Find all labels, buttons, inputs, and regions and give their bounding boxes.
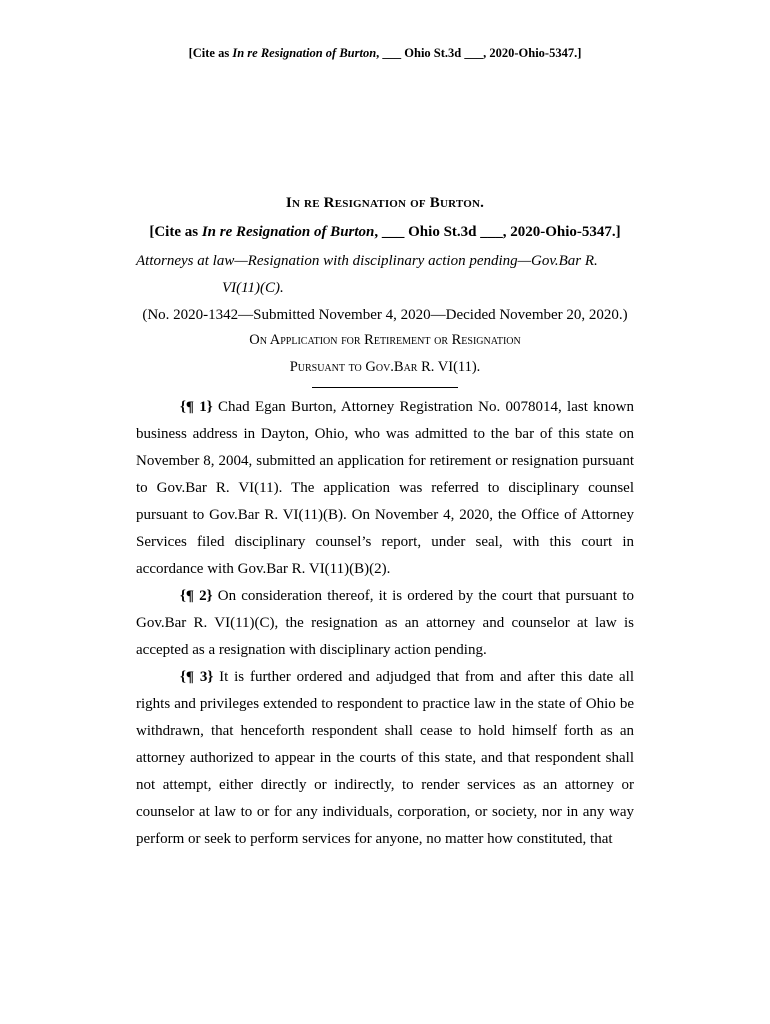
paragraph-3-text: It is further ordered and adjudged that from and after this date all rights and privileges extended to respondent to practice law in the state of Ohio be withdrawn, that henceforth respondent shall cease to hold himself forth as an attorney authorized to appear in the courts of this state, and that respondent shall not attempt, either directly or indirectly, to render services as an attorney or counselor at law to or for any individuals, corporation, or society, nor in any way perform or seek to perform services for anyone, no matter how constituted, that	[136, 669, 635, 847]
paragraph-3-marker: {¶ 3}	[180, 669, 214, 685]
paragraph-1-text: Chad Egan Burton, Attorney Registration No. 0078014, last known business address in Dayton, Ohio, who was admitted to the bar of this state on November 8, 2004, submitted an application for retirement or resignation pursuant to Gov.Bar R. VI(11). The application was referred to disciplinary counsel pursuant to Gov.Bar R. VI(11)(B). On November 4, 2020, the Office of Attorney Services filed disciplinary counsel’s report, under seal, with this court in accordance with Gov.Bar R. VI(11)(B)(2).	[136, 399, 635, 577]
syllabus-line-2: VI(11)(C).	[222, 280, 284, 296]
section-divider	[312, 387, 458, 388]
running-header-citation	[0, 46, 770, 61]
syllabus-line-1: Attorneys at law—Resignation with disciplinary action pending—Gov.Bar R.	[136, 253, 598, 269]
application-heading	[136, 327, 634, 381]
paragraph-2	[136, 583, 634, 664]
application-heading-line-1: On Application for Retirement or Resignation	[249, 332, 521, 348]
case-caption: In re Resignation of Burton.	[285, 195, 485, 211]
opinion-body	[136, 194, 634, 853]
citation-case-name: In re Resignation of Burton	[201, 224, 375, 240]
paragraph-1	[136, 394, 634, 583]
running-header-suffix: , ___ Ohio St.3d ___, 2020-Ohio-5347.]	[376, 46, 582, 60]
citation-suffix: , ___ Ohio St.3d ___, 2020-Ohio-5347.]	[374, 224, 621, 240]
citation-line	[136, 222, 634, 242]
citation-prefix: [Cite as	[149, 224, 202, 240]
paragraph-2-text: On consideration thereof, it is ordered by the court that pursuant to Gov.Bar R. VI(11)(C), the resignation as an attorney and counselor at law is accepted as a resignation with disciplinary action pending.	[136, 588, 634, 658]
paragraph-1-marker: {¶ 1}	[180, 399, 213, 415]
paragraph-2-marker: {¶ 2}	[180, 588, 213, 604]
application-heading-line-2: Pursuant to Gov.Bar R. VI(11).	[289, 359, 481, 375]
running-header-prefix: [Cite as	[188, 46, 233, 60]
running-header-case-name: In re Resignation of Burton	[232, 46, 377, 60]
docket-line: (No. 2020-1342—Submitted November 4, 2020—Decided November 20, 2020.)	[142, 307, 628, 323]
paragraph-3	[136, 664, 634, 853]
syllabus	[136, 248, 634, 302]
